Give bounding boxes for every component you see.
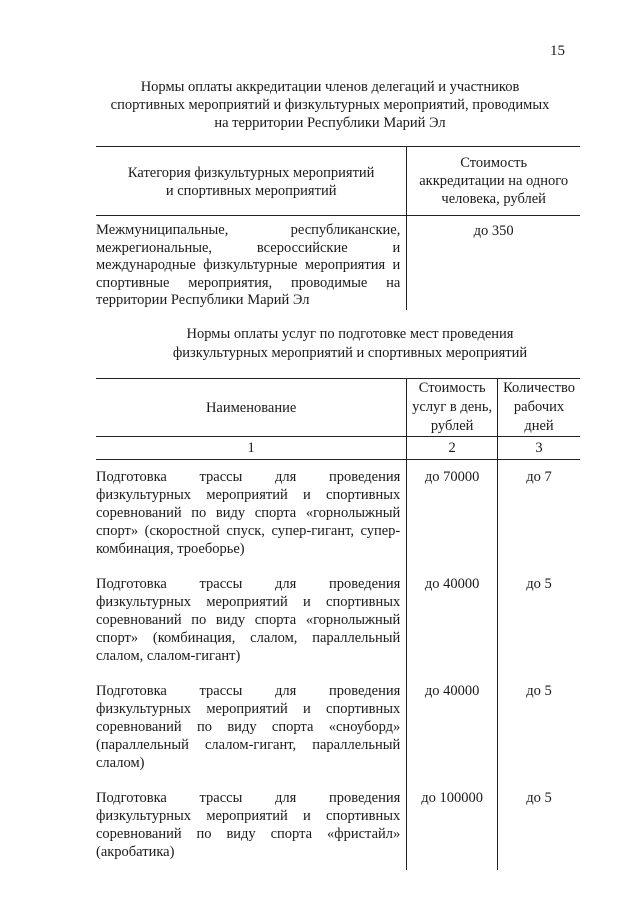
column-numbers-row — [96, 437, 580, 460]
service-cost-cell: до 100000 — [407, 781, 498, 870]
header-line: Категория физкультурных мероприятий — [127, 165, 375, 181]
services-table — [96, 378, 580, 870]
service-name-cell: Подготовка трассы для проведения физкультурных мероприятий и спортивных соревнований по виду спорта «сноуборд» (параллельный слалом-гигант, параллельный слалом) — [96, 674, 407, 781]
header-line: Количество — [503, 380, 575, 396]
name-header: Наименование — [96, 379, 407, 437]
service-days-cell: до 5 — [526, 576, 552, 592]
table-row — [96, 460, 580, 568]
header-line: аккредитации на одного — [419, 173, 569, 189]
page-number: 15 — [550, 43, 565, 59]
service-cost-cell: до 40000 — [407, 674, 498, 781]
services-title — [100, 325, 600, 363]
table-row — [96, 674, 580, 781]
table-row — [96, 216, 580, 310]
title-line: Нормы оплаты аккредитации членов делегаций и участников — [140, 79, 520, 95]
table-header-row — [96, 147, 580, 216]
service-days-cell: до 7 — [526, 469, 552, 485]
header-line: услуг в день, — [412, 399, 493, 415]
accreditation-title — [80, 78, 580, 132]
column-number: 1 — [96, 437, 407, 460]
table-row — [96, 567, 580, 674]
column-number: 3 — [535, 440, 543, 456]
header-line: рублей — [430, 418, 474, 434]
header-line: рабочих — [513, 399, 565, 415]
header-line: Стоимость — [460, 155, 528, 171]
title-line: спортивных мероприятий и физкультурных мероприятий, проводимых — [110, 97, 550, 113]
accreditation-table — [96, 146, 580, 310]
cost-header — [407, 379, 498, 437]
header-line: и спортивных мероприятий — [165, 183, 337, 199]
column-number: 2 — [407, 437, 498, 460]
table-header-row — [96, 379, 580, 437]
header-line: Стоимость — [418, 380, 486, 396]
title-line: Нормы оплаты услуг по подготовке мест проведения — [186, 326, 514, 342]
cost-header — [407, 147, 580, 216]
category-cell: Межмуниципальные, республиканские, межрегиональные, всероссийские и международные физкультурные мероприятия и спортивные мероприятия, проводимые на территории Республики Марий Эл — [96, 216, 407, 310]
category-header — [96, 147, 407, 216]
service-name-cell: Подготовка трассы для проведения физкультурных мероприятий и спортивных соревнований по виду спорта «фристайл» (акробатика) — [96, 781, 407, 870]
title-line: физкультурных мероприятий и спортивных мероприятий — [172, 345, 528, 361]
service-name-cell: Подготовка трассы для проведения физкультурных мероприятий и спортивных соревнований по виду спорта «горнолыжный спорт» (комбинация, слалом, параллельный слалом, слалом-гигант) — [96, 567, 407, 674]
service-name-cell: Подготовка трассы для проведения физкультурных мероприятий и спортивных соревнований по виду спорта «горнолыжный спорт» (скоростной спуск, супер-гигант, супер-комбинация, троеборье) — [96, 460, 407, 568]
service-days-cell: до 5 — [526, 683, 552, 699]
header-line: человека, рублей — [441, 191, 546, 207]
days-header — [498, 379, 580, 437]
table-row — [96, 781, 580, 870]
service-days-cell: до 5 — [526, 790, 552, 806]
service-cost-cell: до 40000 — [407, 567, 498, 674]
service-cost-cell: до 70000 — [407, 460, 498, 568]
cost-cell: до 350 — [473, 223, 514, 239]
title-line: на территории Республики Марий Эл — [214, 115, 446, 131]
header-line: дней — [524, 418, 554, 434]
